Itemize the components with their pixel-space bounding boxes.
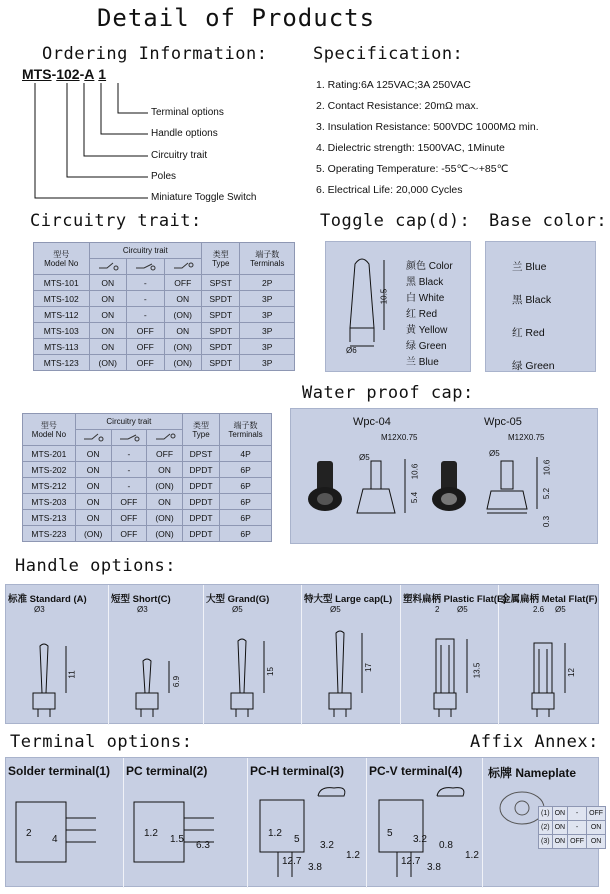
circuitry-table-1: [33, 242, 295, 371]
label-terminal-options: Terminal options: [151, 107, 224, 118]
table-cell: -: [111, 478, 147, 494]
terminal-dim: 5: [387, 828, 393, 839]
nameplate-cell: (1): [539, 807, 553, 821]
table-cell: DPDT: [182, 462, 219, 478]
handle-drawing: [6, 603, 109, 728]
col-term-cn: 端子数: [233, 420, 258, 430]
table-cell: SPDT: [202, 339, 240, 355]
handle-dim: Ø5: [555, 605, 566, 614]
terminal-dim: 3.2: [320, 840, 334, 851]
table-row: [34, 323, 295, 339]
code-handle: A: [84, 66, 95, 82]
code-terminal: 1: [98, 66, 107, 82]
table-cell: (ON): [164, 339, 202, 355]
table-cell: OFF: [111, 526, 147, 542]
table-cell: MTS-113: [34, 339, 90, 355]
page-title: Detail of Products: [96, 4, 376, 32]
table-cell: MTS-112: [34, 307, 90, 323]
table-cell: MTS-203: [23, 494, 76, 510]
table-cell: 2P: [240, 275, 295, 291]
table-cell: 3P: [240, 291, 295, 307]
wpc04-thread: M12X0.75: [381, 433, 418, 442]
spec-item: 6. Electrical Life: 20,000 Cycles: [316, 184, 463, 196]
table-cell: 4P: [220, 446, 272, 462]
table-row: [23, 494, 272, 510]
handle-heading: Handle options:: [15, 556, 177, 576]
handle-label: 短型 Short(C): [111, 594, 171, 605]
nameplate-cell: ON: [552, 835, 568, 849]
code-dash: -: [51, 66, 57, 82]
table-row: [23, 462, 272, 478]
col-model-cn: 型号: [40, 420, 57, 430]
terminal-dim: 5: [294, 834, 300, 845]
cap-color-list: [406, 259, 453, 371]
table-cell: 6P: [220, 510, 272, 526]
col-model-cn: 型号: [53, 249, 70, 259]
handle-drawing: [204, 603, 302, 728]
ordering-heading: Ordering Information:: [42, 44, 268, 64]
table-row: [23, 478, 272, 494]
table-cell: SPDT: [202, 291, 240, 307]
handle-dim: Ø3: [137, 605, 148, 614]
base-color-list: [512, 251, 555, 383]
terminal-dim: 0.8: [439, 840, 453, 851]
cap-color-item: 白 White: [406, 293, 445, 304]
label-poles: Poles: [151, 171, 177, 182]
wpc05-thread: M12X0.75: [508, 433, 545, 442]
nameplate-cell: OFF: [568, 835, 587, 849]
table-cell: -: [111, 462, 147, 478]
table-cell: -: [127, 291, 165, 307]
handle-label: 金属扁柄 Metal Flat(F): [501, 594, 598, 605]
nameplate-cell: (2): [539, 821, 553, 835]
table-row: [34, 291, 295, 307]
base-color-item: 兰 Blue: [512, 261, 547, 273]
table-cell: DPDT: [182, 510, 219, 526]
switch-center-icon: [127, 259, 165, 275]
cap-color-item: 黄 Yellow: [406, 325, 448, 336]
wpc04-dim: Ø5: [359, 453, 370, 462]
table-cell: ON: [164, 323, 202, 339]
table-row: [23, 526, 272, 542]
table-cell: OFF: [147, 446, 183, 462]
handle-dim: Ø5: [330, 605, 341, 614]
table-cell: MTS-102: [34, 291, 90, 307]
table-cell: (ON): [164, 355, 202, 371]
cap-color-header: 颜色 Color: [406, 261, 453, 272]
cap-diameter-dim: Ø6: [346, 346, 357, 355]
cap-color-item: 红 Red: [406, 309, 438, 320]
table-cell: 3P: [240, 323, 295, 339]
col-terminals: [220, 414, 272, 446]
nameplate-row: [539, 807, 606, 821]
nameplate-cell: OFF: [587, 807, 606, 821]
switch-center-icon: [111, 430, 147, 446]
cap-color-item: 绿 Green: [406, 341, 447, 352]
table-cell: 3P: [240, 339, 295, 355]
table-cell: SPDT: [202, 307, 240, 323]
table-cell: (ON): [75, 526, 111, 542]
nameplate-row: [539, 821, 606, 835]
table-row: [34, 355, 295, 371]
label-handle-options: Handle options: [151, 128, 218, 139]
col-term-en: Terminals: [250, 258, 285, 268]
handle-label: 大型 Grand(G): [206, 594, 270, 605]
terminal-option: [124, 758, 248, 888]
table-cell: ON: [75, 462, 111, 478]
spec-item: 1. Rating:6A 125VAC;3A 250VAC: [316, 79, 471, 91]
spec-item: 4. Dielectric strength: 1500VAC, 1Minute: [316, 142, 505, 154]
table-cell: 6P: [220, 462, 272, 478]
table-cell: (ON): [164, 307, 202, 323]
handle-option: [109, 585, 204, 725]
terminal-dim: 1.2: [465, 850, 479, 861]
nameplate-cell: ON: [552, 821, 568, 835]
toggle-cap-panel: [325, 241, 471, 372]
col-model-en: Model No: [44, 258, 79, 268]
waterproof-panel: [290, 408, 598, 544]
table-cell: ON: [89, 339, 127, 355]
terminal-drawing: [124, 782, 248, 887]
table-cell: MTS-223: [23, 526, 76, 542]
toggle-cap-heading: Toggle cap(d):: [320, 211, 471, 231]
table-cell: MTS-103: [34, 323, 90, 339]
wpc05-dim: 0.3: [542, 515, 552, 528]
terminal-panel: [5, 757, 604, 887]
terminal-dim: 12.7: [401, 856, 421, 867]
handle-dim: Ø5: [232, 605, 243, 614]
code-series: MTS: [22, 66, 52, 82]
table-cell: MTS-201: [23, 446, 76, 462]
table-cell: ON: [89, 291, 127, 307]
handle-option: [6, 585, 109, 725]
terminal-dim: 4: [52, 834, 58, 845]
nameplate-cell: ON: [587, 821, 606, 835]
nameplate-row: [539, 835, 606, 849]
handle-label: 标准 Standard (A): [8, 594, 87, 605]
table-cell: MTS-123: [34, 355, 90, 371]
table-cell: MTS-213: [23, 510, 76, 526]
handle-label: 塑料扁柄 Plastic Flat(E): [403, 594, 507, 605]
nameplate-cell: (3): [539, 835, 553, 849]
table-cell: ON: [147, 494, 183, 510]
terminal-heading: Terminal options:: [10, 732, 193, 752]
col-type-cn: 类型: [212, 249, 229, 259]
terminal-dim: 1.2: [144, 828, 158, 839]
table-cell: ON: [89, 275, 127, 291]
base-color-item: 黑 Black: [512, 294, 552, 306]
terminal-dim: 3.8: [308, 862, 322, 873]
table-cell: MTS-212: [23, 478, 76, 494]
circuitry-heading: Circuitry trait:: [30, 211, 202, 231]
terminal-dim: 1.2: [268, 828, 282, 839]
terminal-label: Solder terminal(1): [8, 764, 111, 778]
table-row: [23, 446, 272, 462]
nameplate-cell: -: [568, 821, 587, 835]
table-cell: -: [111, 446, 147, 462]
table-cell: ON: [147, 462, 183, 478]
table-cell: OFF: [127, 355, 165, 371]
handle-option: [204, 585, 302, 725]
col-type: [182, 414, 219, 446]
wpc04-photo: [308, 461, 342, 511]
table-cell: 6P: [220, 494, 272, 510]
table-cell: 3P: [240, 355, 295, 371]
table-cell: ON: [75, 494, 111, 510]
table-cell: ON: [89, 323, 127, 339]
handle-drawing: [499, 603, 600, 728]
wpc04-dim: 5.4: [410, 491, 420, 504]
table-row: [34, 307, 295, 323]
wpc04-dim: 10.6: [410, 463, 420, 480]
table-cell: DPDT: [182, 478, 219, 494]
terminal-label: PC terminal(2): [126, 764, 208, 778]
terminal-option: [6, 758, 124, 888]
col-term-en: Terminals: [228, 429, 263, 439]
table-cell: ON: [89, 307, 127, 323]
nameplate-table: [538, 806, 606, 849]
table-row: [34, 339, 295, 355]
table-cell: MTS-202: [23, 462, 76, 478]
terminal-label: PC-H terminal(3): [250, 764, 345, 778]
terminal-dim: 3.8: [427, 862, 441, 873]
table-cell: -: [127, 275, 165, 291]
handle-dim: Ø3: [34, 605, 45, 614]
wpc05-photo: [432, 461, 466, 511]
terminal-dim: 12.7: [282, 856, 302, 867]
terminal-dim: 3.2: [413, 834, 427, 845]
table-cell: ON: [75, 478, 111, 494]
table-cell: 6P: [220, 478, 272, 494]
table-cell: DPDT: [182, 526, 219, 542]
table-cell: SPST: [202, 275, 240, 291]
table-cell: OFF: [111, 510, 147, 526]
col-model-en: Model No: [31, 429, 67, 439]
col-trait: Circuitry trait: [75, 414, 182, 430]
table-cell: (ON): [147, 478, 183, 494]
switch-right-icon: [147, 430, 183, 446]
specification-heading: Specification:: [313, 44, 464, 64]
code-circuit: 102: [56, 66, 80, 82]
code-dash: -: [79, 66, 85, 82]
cap-color-item: 兰 Blue: [406, 357, 439, 368]
table-cell: ON: [164, 291, 202, 307]
col-term-cn: 端子数: [255, 249, 280, 259]
nameplate-label: 标牌 Nameplate: [488, 766, 577, 780]
col-type-en: Type: [192, 429, 210, 439]
handle-dim: 13.5: [472, 662, 482, 679]
spec-item: 2. Contact Resistance: 20mΩ max.: [316, 100, 479, 112]
label-miniature-toggle-switch: Miniature Toggle Switch: [151, 192, 257, 203]
table-cell: OFF: [127, 339, 165, 355]
table-cell: ON: [75, 446, 111, 462]
switch-left-icon: [75, 430, 111, 446]
handle-option: [401, 585, 507, 725]
table-cell: (ON): [147, 526, 183, 542]
waterproof-heading: Water proof cap:: [302, 383, 474, 403]
table-cell: OFF: [127, 323, 165, 339]
terminal-dim: 1.2: [346, 850, 360, 861]
terminal-drawing: [6, 782, 124, 887]
table-cell: SPDT: [202, 323, 240, 339]
toggle-cap-drawing: [330, 250, 402, 370]
table-row: [34, 275, 295, 291]
handle-option: [302, 585, 401, 725]
cap-height-dim: 10.5: [379, 288, 389, 305]
wpc05-name: Wpc-05: [484, 416, 522, 428]
handle-dim: 6.9: [172, 675, 182, 688]
handle-dim: 12: [566, 668, 576, 677]
switch-right-icon: [164, 259, 202, 275]
cap-color-item: 黑 Black: [406, 277, 444, 288]
nameplate-cell: ON: [552, 807, 568, 821]
handle-drawing: [401, 603, 499, 728]
nameplate-cell: -: [568, 807, 587, 821]
col-type: [202, 243, 240, 275]
handle-dim: 2: [435, 605, 440, 614]
wpc05-dim: Ø5: [489, 449, 500, 458]
switch-left-icon: [89, 259, 127, 275]
terminal-label: PC-V terminal(4): [369, 764, 463, 778]
table-cell: OFF: [111, 494, 147, 510]
terminal-option: [248, 758, 367, 888]
handle-dim: Ø5: [457, 605, 468, 614]
wpc05-dim: 10.6: [542, 459, 552, 476]
handle-label: 特大型 Large cap(L): [304, 594, 393, 605]
table-cell: -: [127, 307, 165, 323]
wpc05-dim: 5.2: [542, 487, 552, 500]
specification-list: [316, 75, 539, 201]
col-type-en: Type: [212, 258, 230, 268]
table-cell: 6P: [220, 526, 272, 542]
col-type-cn: 类型: [192, 420, 209, 430]
handle-dim: 11: [67, 669, 77, 679]
col-terminals: [240, 243, 295, 275]
table-cell: (ON): [89, 355, 127, 371]
waterproof-drawings: [291, 439, 599, 543]
terminal-dim: 1.5: [170, 834, 184, 845]
table-cell: MTS-101: [34, 275, 90, 291]
table-cell: 3P: [240, 307, 295, 323]
base-color-item: 绿 Green: [512, 360, 555, 372]
handle-dim: 15: [265, 667, 275, 676]
base-color-panel: [485, 241, 596, 372]
table-cell: SPDT: [202, 355, 240, 371]
table-cell: DPDT: [182, 494, 219, 510]
handle-drawing: [302, 603, 401, 728]
circuitry-table-2: [22, 413, 272, 542]
handle-dim: 17: [363, 663, 373, 672]
terminal-dim: 2: [26, 828, 32, 839]
col-trait: Circuitry trait: [89, 243, 202, 259]
terminal-dim: 6.3: [196, 840, 210, 851]
terminal-option: [367, 758, 483, 888]
wpc04-name: Wpc-04: [353, 416, 391, 428]
base-color-item: 红 Red: [512, 327, 545, 339]
table-cell: (ON): [147, 510, 183, 526]
col-model: [23, 414, 76, 446]
spec-item: 3. Insulation Resistance: 500VDC 1000MΩ min.: [316, 121, 539, 133]
table-row: [23, 510, 272, 526]
col-model: [34, 243, 90, 275]
table-cell: DPST: [182, 446, 219, 462]
base-color-heading: Base color:: [489, 211, 608, 231]
spec-item: 5. Operating Temperature: -55℃～+85℃: [316, 163, 509, 175]
handle-dim: 2.6: [533, 605, 545, 614]
nameplate-cell: ON: [587, 835, 606, 849]
label-circuitry-trait: Circuitry trait: [151, 150, 208, 161]
table-cell: OFF: [164, 275, 202, 291]
handle-option: [499, 585, 600, 725]
table-cell: ON: [75, 510, 111, 526]
handle-drawing: [109, 603, 204, 728]
handle-panel: [5, 584, 599, 724]
affix-heading: Affix Annex:: [470, 732, 599, 752]
